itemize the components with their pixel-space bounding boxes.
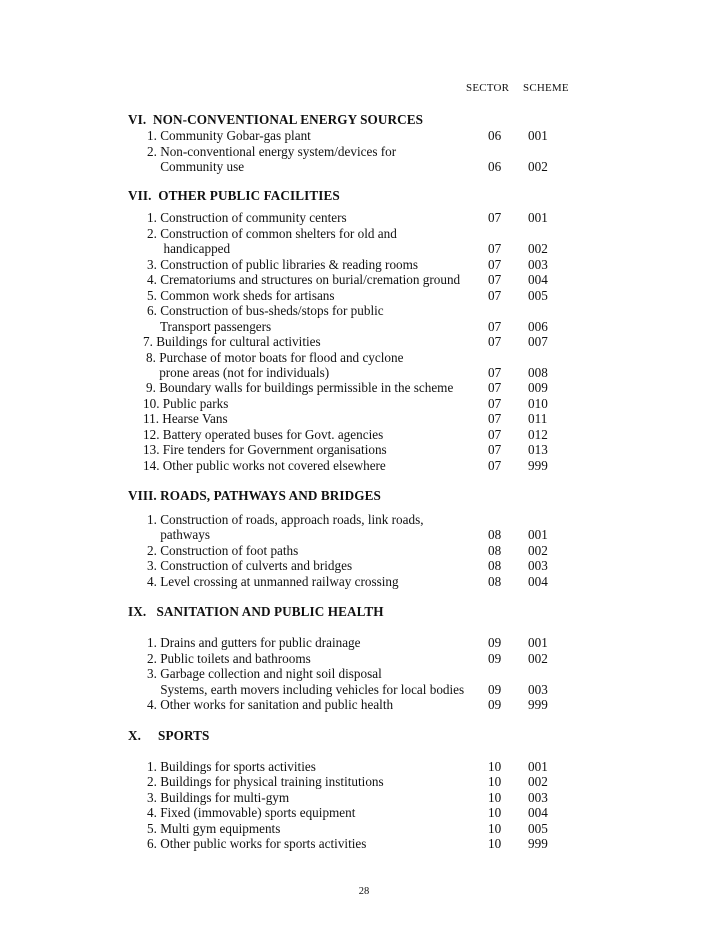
item-description: 3. Buildings for multi-gym: [147, 790, 290, 805]
scheme-code: 010: [528, 396, 548, 411]
scheme-code: 009: [528, 380, 548, 395]
item-description: 3. Construction of culverts and bridges: [147, 558, 353, 573]
sector-code: 06: [488, 159, 502, 174]
scheme-row: [0, 226, 728, 242]
sector-code: 07: [488, 427, 502, 442]
item-description: 1. Construction of roads, approach roads, link roads,: [147, 512, 424, 527]
scheme-row: [0, 651, 728, 667]
sector-column-header: SECTOR: [466, 82, 510, 94]
item-description: 14. Other public works not covered elsewhere: [143, 458, 386, 473]
sector-code: 09: [488, 635, 502, 650]
sector-code: 07: [488, 396, 502, 411]
scheme-row: [0, 257, 728, 273]
sector-code: 09: [488, 682, 502, 697]
scheme-row: [0, 396, 728, 412]
item-description: 1. Community Gobar-gas plant: [147, 128, 311, 143]
sector-code: 07: [488, 380, 502, 395]
scheme-code: 005: [528, 821, 548, 836]
scheme-row: [0, 411, 728, 427]
scheme-row: [0, 697, 728, 713]
scheme-row: [0, 682, 728, 698]
section-title: VIII. ROADS, PATHWAYS AND BRIDGES: [128, 488, 381, 503]
item-description: 2. Public toilets and bathrooms: [147, 651, 311, 666]
scheme-row: [0, 790, 728, 806]
item-description: Systems, earth movers including vehicles for local bodies: [147, 682, 465, 697]
scheme-code: 011: [528, 411, 548, 426]
sector-code: 07: [488, 288, 502, 303]
sector-code: 07: [488, 210, 502, 225]
scheme-row: [0, 380, 728, 396]
scheme-row: [0, 159, 728, 175]
item-description: 2. Non-conventional energy system/devices for: [147, 144, 397, 159]
scheme-code: 999: [528, 836, 548, 851]
scheme-row: [0, 759, 728, 775]
item-description: 1. Buildings for sports activities: [147, 759, 316, 774]
scheme-code: 013: [528, 442, 548, 457]
item-description: 4. Level crossing at unmanned railway crossing: [147, 574, 399, 589]
page-number: 28: [358, 886, 370, 897]
item-description: 4. Crematoriums and structures on burial/cremation ground: [147, 272, 461, 287]
item-description: 2. Construction of foot paths: [147, 543, 299, 558]
item-description: 6. Other public works for sports activities: [147, 836, 367, 851]
scheme-row: [0, 442, 728, 458]
sector-code: 07: [488, 334, 502, 349]
item-description: 11. Hearse Vans: [143, 411, 228, 426]
scheme-row: [0, 144, 728, 160]
scheme-row: [0, 512, 728, 528]
scheme-code: 999: [528, 458, 548, 473]
sector-code: 09: [488, 697, 502, 712]
sector-code: 07: [488, 411, 502, 426]
item-description: 1. Construction of community centers: [147, 210, 347, 225]
scheme-row: [0, 458, 728, 474]
scheme-row: [0, 128, 728, 144]
item-description: 4. Fixed (immovable) sports equipment: [147, 805, 356, 820]
item-description: 5. Multi gym equipments: [147, 821, 281, 836]
sector-code: 10: [488, 805, 502, 820]
sector-code: 07: [488, 442, 502, 457]
scheme-code: 012: [528, 427, 548, 442]
item-description: 8. Purchase of motor boats for flood and cyclone: [146, 350, 404, 365]
item-description: 13. Fire tenders for Government organisations: [143, 442, 387, 457]
sector-code: 06: [488, 128, 502, 143]
scheme-row: [0, 427, 728, 443]
scheme-code: 002: [528, 241, 548, 256]
scheme-column-header: SCHEME: [523, 82, 569, 94]
item-description: Community use: [147, 159, 245, 174]
item-description: Transport passengers: [147, 319, 272, 334]
sector-code: 10: [488, 774, 502, 789]
item-description: 10. Public parks: [143, 396, 229, 411]
scheme-code: 002: [528, 651, 548, 666]
sector-code: 08: [488, 558, 502, 573]
scheme-code: 002: [528, 774, 548, 789]
scheme-code: 001: [528, 759, 548, 774]
scheme-row: [0, 774, 728, 790]
scheme-row: [0, 543, 728, 559]
scheme-code: 006: [528, 319, 548, 334]
scheme-code: 004: [528, 805, 548, 820]
section-title: IX. SANITATION AND PUBLIC HEALTH: [128, 604, 384, 619]
scheme-row: [0, 272, 728, 288]
scheme-code: 001: [528, 527, 548, 542]
item-description: 1. Drains and gutters for public drainage: [147, 635, 361, 650]
item-description: 3. Construction of public libraries & reading rooms: [147, 257, 419, 272]
item-description: handicapped: [147, 241, 231, 256]
scheme-code: 003: [528, 790, 548, 805]
item-description: 2. Construction of common shelters for old and: [147, 226, 397, 241]
scheme-code: 001: [528, 635, 548, 650]
item-description: 2. Buildings for physical training institutions: [147, 774, 384, 789]
item-description: pathways: [147, 527, 210, 542]
sector-code: 08: [488, 574, 502, 589]
scheme-row: [0, 334, 728, 350]
sector-code: 10: [488, 821, 502, 836]
scheme-code: 008: [528, 365, 548, 380]
sector-code: 07: [488, 458, 502, 473]
scheme-code: 002: [528, 543, 548, 558]
scheme-row: [0, 527, 728, 543]
scheme-row: [0, 836, 728, 852]
scheme-row: [0, 350, 728, 366]
sector-code: 08: [488, 527, 502, 542]
scheme-row: [0, 635, 728, 651]
scheme-code: 003: [528, 257, 548, 272]
sector-code: 07: [488, 241, 502, 256]
sector-code: 08: [488, 543, 502, 558]
item-description: prone areas (not for individuals): [146, 365, 330, 380]
scheme-row: [0, 319, 728, 335]
sector-code: 10: [488, 790, 502, 805]
item-description: 4. Other works for sanitation and public health: [147, 697, 394, 712]
scheme-code: 007: [528, 334, 548, 349]
scheme-code: 004: [528, 272, 548, 287]
scheme-row: [0, 303, 728, 319]
item-description: 3. Garbage collection and night soil disposal: [147, 666, 382, 681]
scheme-code: 002: [528, 159, 548, 174]
scheme-row: [0, 365, 728, 381]
sector-code: 07: [488, 257, 502, 272]
sector-code: 10: [488, 759, 502, 774]
scheme-row: [0, 558, 728, 574]
sector-code: 07: [488, 272, 502, 287]
item-description: 12. Battery operated buses for Govt. agencies: [143, 427, 384, 442]
section-title: VI. NON-CONVENTIONAL ENERGY SOURCES: [128, 112, 424, 127]
sector-code: 07: [488, 365, 502, 380]
sector-code: 09: [488, 651, 502, 666]
scheme-row: [0, 821, 728, 837]
scheme-code: 003: [528, 558, 548, 573]
scheme-code: 005: [528, 288, 548, 303]
sector-code: 10: [488, 836, 502, 851]
item-description: 6. Construction of bus-sheds/stops for public: [147, 303, 384, 318]
scheme-code: 003: [528, 682, 548, 697]
scheme-code: 999: [528, 697, 548, 712]
item-description: 7. Buildings for cultural activities: [143, 334, 321, 349]
scheme-row: [0, 210, 728, 226]
section-title: VII. OTHER PUBLIC FACILITIES: [128, 188, 340, 203]
sector-code: 07: [488, 319, 502, 334]
scheme-row: [0, 574, 728, 590]
scheme-code: 001: [528, 128, 548, 143]
scheme-row: [0, 666, 728, 682]
scheme-code: 001: [528, 210, 548, 225]
scheme-row: [0, 288, 728, 304]
section-title: X. SPORTS: [128, 728, 210, 743]
scheme-row: [0, 805, 728, 821]
item-description: 5. Common work sheds for artisans: [147, 288, 335, 303]
scheme-row: [0, 241, 728, 257]
scheme-code: 004: [528, 574, 548, 589]
item-description: 9. Boundary walls for buildings permissible in the scheme: [146, 380, 454, 395]
